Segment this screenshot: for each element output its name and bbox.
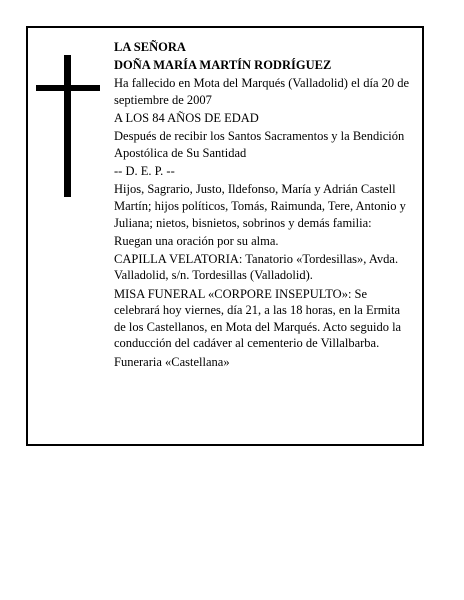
rip-line: -- D. E. P. -- [114,164,175,179]
sacraments-line: Después de recibir los Santos Sacramentos y la Bendición Apostólica de Su Santidad [114,129,405,160]
funeral-mass-info: MISA FUNERAL «CORPORE INSEPULTO»: Se celebrará hoy viernes, día 21, a las 18 horas, en la Ermita de los Castellanos, en Mota del Marqués. Acto seguido la conducción del cadáver al cementerio de Villalbarba. [114,286,402,351]
cross-vertical-bar [64,55,71,197]
notice-title: LA SEÑORA [114,40,186,54]
death-announcement: Ha fallecido en Mota del Marqués (Valladolid) el día 20 de septiembre de 2007 [114,76,410,107]
cross-horizontal-bar [36,85,100,91]
funeral-home: Funeraria «Castellana» [114,354,230,369]
chapel-info: CAPILLA VELATORIA: Tanatorio «Tordesillas», Avda. Valladolid, s/n. Tordesillas (Valladolid). [114,251,399,283]
prayer-request: Ruegan una oración por su alma. [114,233,279,248]
age-line: A LOS 84 AÑOS DE EDAD [114,111,259,126]
cross-icon [36,55,100,197]
deceased-name: DOÑA MARÍA MARTÍN RODRÍGUEZ [114,58,332,73]
obituary-text-block [114,39,414,372]
family-list: Hijos, Sagrario, Justo, Ildefonso, María y Adrián Castell Martín; hijos políticos, Tomás, Raimunda, Tere, Antonio y Juliana; nietos, bisnietos, sobrinos y demás familia: [114,182,406,230]
